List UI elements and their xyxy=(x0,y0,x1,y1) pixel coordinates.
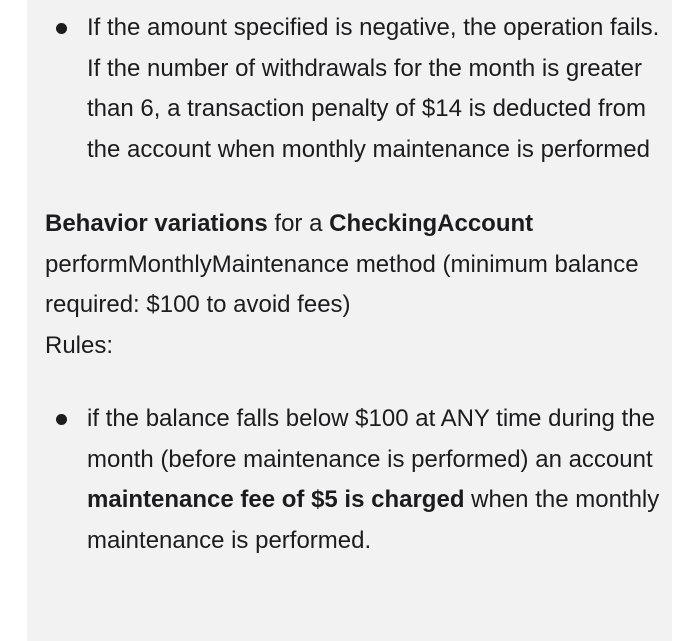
document-content xyxy=(45,8,667,561)
bullet-icon xyxy=(56,414,67,425)
bullet-list-2 xyxy=(45,399,667,561)
class-name: CheckingAccount xyxy=(329,210,534,237)
list-item xyxy=(45,8,667,170)
maintenance-fee-emphasis: maintenance fee of $5 is charged xyxy=(87,486,465,513)
withdrawal-rule-text: If the amount specified is negative, the operation fails. If the number of withdrawals for the month is greater than 6, a transaction penalty of $14 is deducted from the account when monthly maintenance is performed xyxy=(87,14,660,163)
behavior-description: Behavior variations for a CheckingAccount performMonthlyMaintenance method (minimum balance required: $100 to avoid fees) xyxy=(45,210,639,318)
list-item: if the balance falls below $100 at ANY time during the month (before maintenance is performed) an account maintenance fee of $5 is charged when the monthly maintenance is performed. xyxy=(45,399,667,561)
method-description: performMonthlyMaintenance method (minimum balance required: $100 to avoid fees) xyxy=(45,250,639,318)
bullet-icon xyxy=(56,23,67,34)
rules-label: Rules: xyxy=(45,331,114,359)
document-panel xyxy=(27,0,672,641)
bullet-list-1 xyxy=(45,8,667,170)
behavior-variations-label: Behavior variations xyxy=(45,210,268,237)
